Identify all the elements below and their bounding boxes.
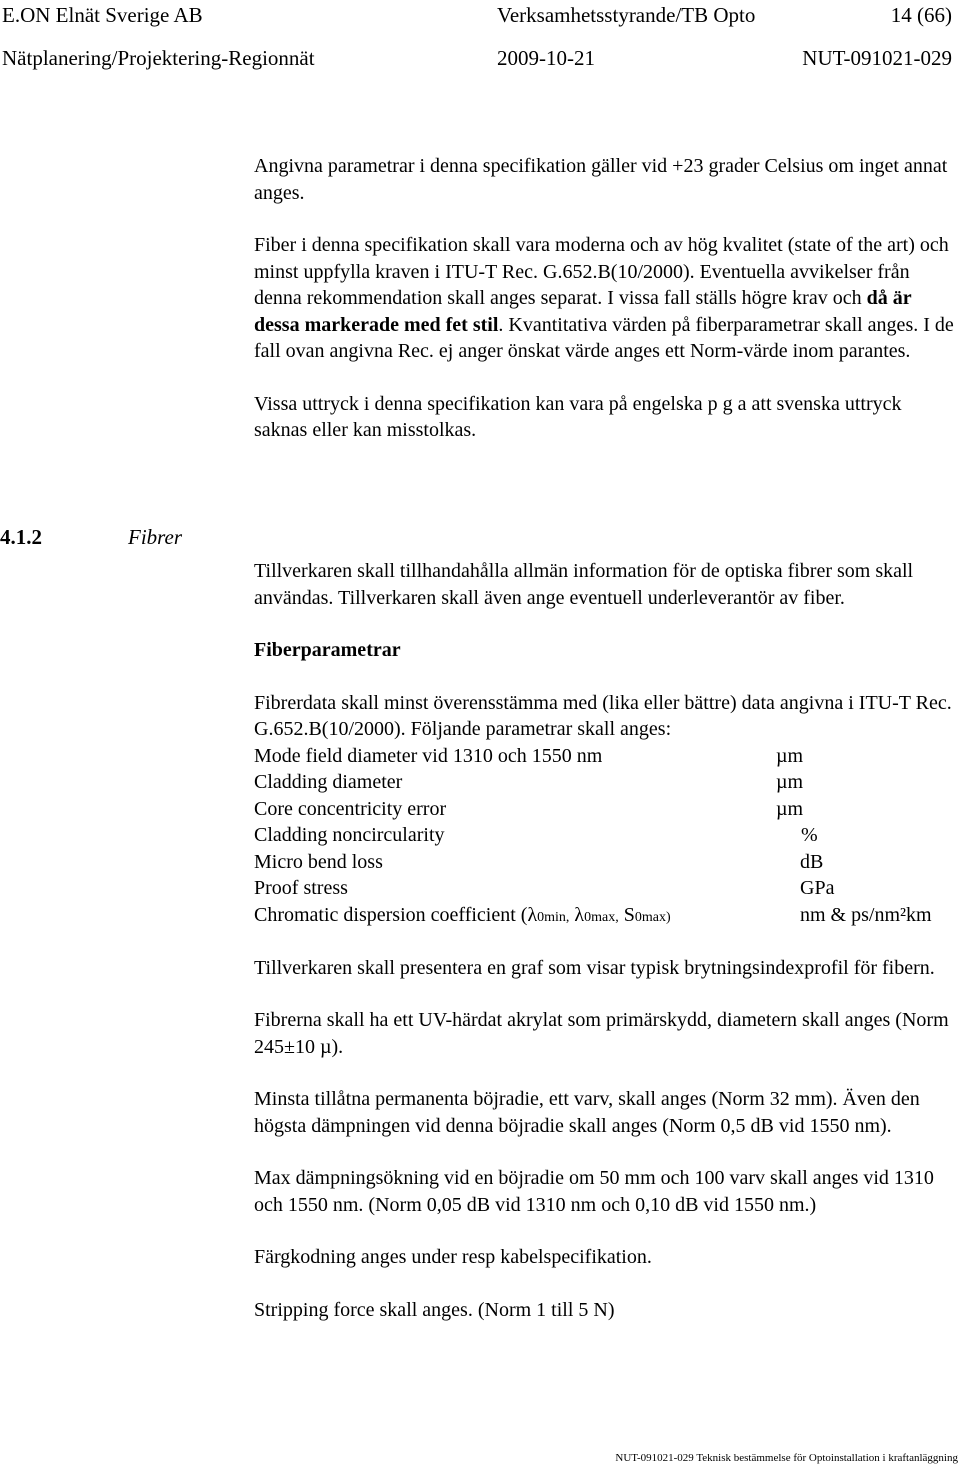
parameter-name: Proof stress — [254, 877, 348, 900]
parameter-name: Micro bend loss — [254, 850, 383, 873]
page-footer: NUT-091021-029 Teknisk bestämmelse för Optoinstallation i kraftanläggning — [615, 1452, 958, 1464]
parameter-row — [254, 849, 954, 876]
parameter-row-chromatic — [254, 902, 954, 929]
parameter-row — [254, 796, 954, 823]
parameter-unit: µm — [776, 771, 804, 794]
parameter-unit: µm — [776, 797, 804, 820]
parameter-row — [254, 822, 954, 849]
header-unit: Nätplanering/Projektering-Regionnät — [2, 46, 315, 70]
parameter-name: Cladding noncircularity — [254, 824, 445, 847]
s-symbol: S — [618, 904, 635, 927]
parameter-name: Cladding diameter — [254, 771, 403, 794]
header-doc-id: NUT-091021-029 — [802, 46, 952, 70]
section-paragraph-4: Fibrerna skall ha ett UV-härdat akrylat som primärskydd, diametern skall anges (Norm 245±10 µ). — [254, 1009, 949, 1058]
lambda-subscript: 0min, — [537, 910, 570, 926]
parameter-unit: GPa — [800, 877, 835, 900]
section-paragraph-8: Stripping force skall anges. (Norm 1 till 5 N) — [254, 1298, 615, 1321]
intro-block — [254, 153, 954, 444]
lambda-symbol: λ — [527, 904, 538, 927]
section-paragraph-3: Tillverkaren skall presentera en graf som visar typisk brytningsindexprofil för fibern. — [254, 956, 935, 979]
chromatic-label: Chromatic dispersion coefficient ( — [254, 904, 528, 927]
section-paragraph-7: Färgkodning anges under resp kabelspecifikation. — [254, 1246, 652, 1269]
section-body — [254, 558, 954, 1323]
section-paragraph-6: Max dämpningsökning vid en böjradie om 50 mm och 100 varv skall anges vid 1310 och 1550 nm. (Norm 0,05 dB vid 1310 nm och 0,10 dB vid 1550 nm.) — [254, 1167, 934, 1216]
header-date: 2009-10-21 — [497, 46, 595, 70]
header-department: Verksamhetsstyrande/TB Opto — [497, 3, 756, 27]
parameter-list — [254, 743, 954, 929]
s-subscript: 0max) — [634, 910, 671, 926]
parameter-unit: dB — [800, 850, 824, 873]
section-paragraph-1: Tillverkaren skall tillhandahålla allmän information för de optiska fibrer som skall användas. Tillverkaren skall även ange eventuell underleverantör av fiber. — [254, 560, 914, 609]
header-company: E.ON Elnät Sverige AB — [2, 3, 203, 27]
intro-paragraph-3: Vissa uttryck i denna specifikation kan vara på engelska p g a att svenska uttryck saknas eller kan misstolkas. — [254, 392, 902, 441]
header-page-number: 14 (66) — [890, 3, 952, 27]
intro-paragraph-2-text: Fiber i denna specifikation skall vara moderna och av hög kvalitet (state of the art) och minst uppfylla kraven i ITU-T Rec. G.652.B(10/2000). Eventuella avvikelser från denna rekommendation skall anges separat. I vissa fall ställs högre krav och — [254, 234, 949, 309]
section-paragraph-5: Minsta tillåtna permanenta böjradie, ett varv, skall anges (Norm 32 mm). Även den högsta dämpningen vid denna böjradie skall anges (Norm 0,5 dB vid 1550 nm). — [254, 1088, 920, 1137]
parameter-name: Core concentricity error — [254, 797, 447, 820]
parameter-unit: % — [801, 824, 818, 847]
intro-paragraph-2-bold: då är dessa markerade med fet stil — [254, 287, 912, 336]
lambda-subscript: 0max, — [584, 910, 619, 926]
parameter-unit: nm & ps/nm²km — [800, 904, 932, 927]
lambda-symbol: λ — [569, 904, 585, 927]
parameter-name: Mode field diameter vid 1310 och 1550 nm — [254, 744, 603, 767]
intro-paragraph-1: Angivna parametrar i denna specifikation gäller vid +23 grader Celsius om inget annat anges. — [254, 155, 948, 204]
parameter-row — [254, 769, 954, 796]
section-paragraph-2: Fibrerdata skall minst överensstämma med (lika eller bättre) data angivna i ITU-T Rec. G.652.B(10/2000). Följande parametrar skall anges: — [254, 691, 952, 740]
intro-paragraph-2 — [254, 232, 954, 365]
subheading-fiberparametrar: Fiberparametrar — [254, 639, 401, 661]
section-number: 4.1.2 — [0, 525, 42, 549]
parameter-row — [254, 875, 954, 902]
intro-paragraph-2-text-end: . Kvantitativa värden på fiberparametrar skall anges. I de fall ovan angivna Rec. ej anger önskat värde anges ett Norm-värde inom parantes. — [254, 313, 954, 362]
parameter-row — [254, 743, 954, 770]
parameter-name — [254, 904, 671, 926]
section-title: Fibrer — [128, 525, 183, 549]
parameter-unit: µm — [776, 744, 804, 767]
